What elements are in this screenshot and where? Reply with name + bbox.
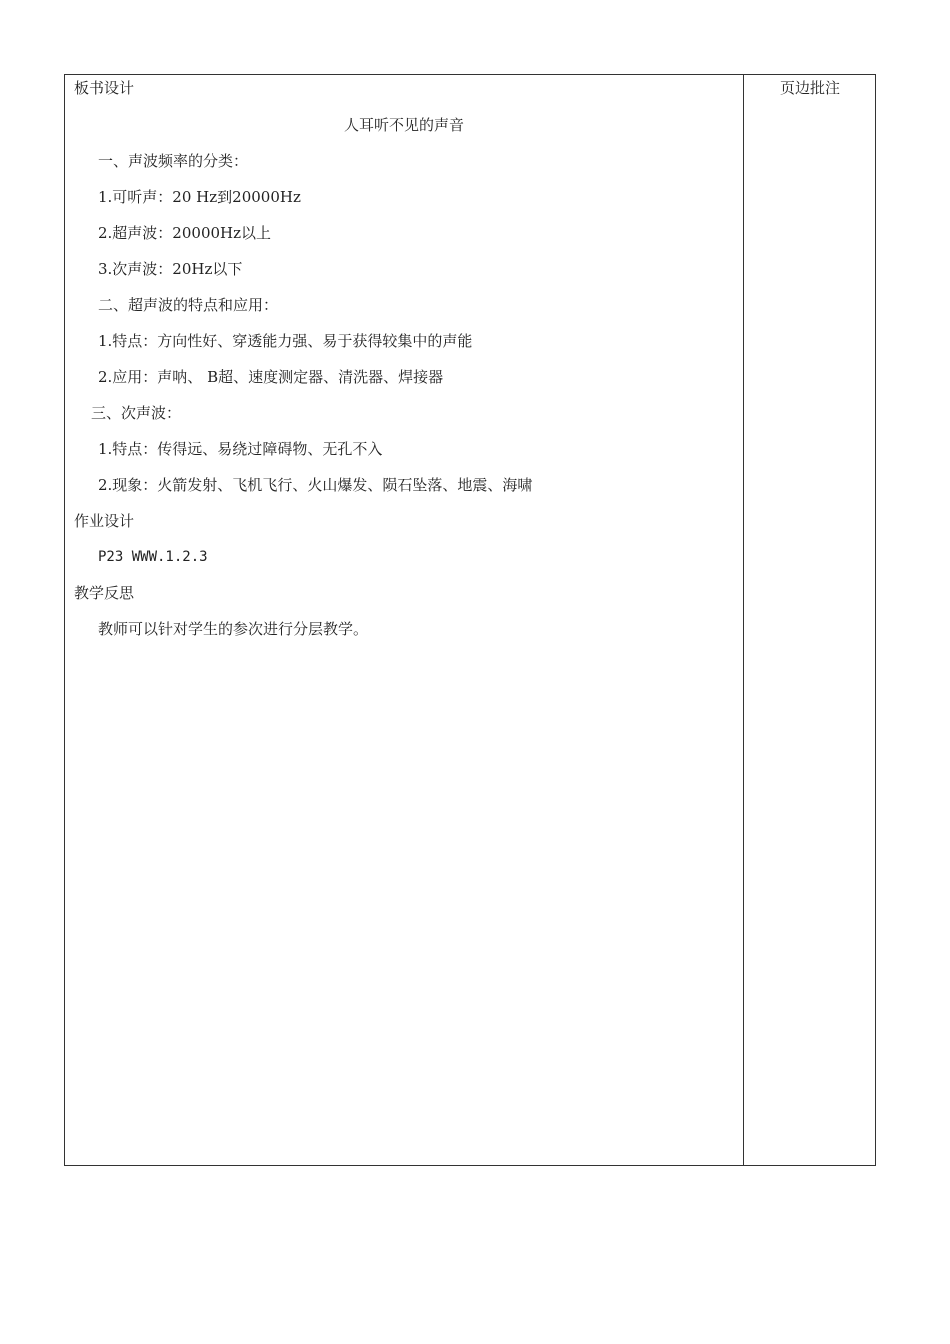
section-3-item-2: 2.现象：火箭发射、飞机飞行、火山爆发、陨石坠落、地震、海啸	[98, 476, 533, 494]
board-design-heading: 板书设计	[74, 79, 135, 97]
section-1-heading: 一、声波频率的分类：	[98, 152, 249, 170]
section-1-item-1: 1.可听声：20 Hz到20000Hz	[98, 188, 301, 206]
reflection-heading: 教学反思	[74, 584, 135, 602]
section-2-item-1: 1.特点：方向性好、穿透能力强、易于获得较集中的声能	[98, 332, 473, 350]
section-3-heading: 三、次声波：	[91, 404, 182, 422]
section-1-item-3: 3.次声波：20Hz以下	[98, 260, 243, 278]
board-title: 人耳听不见的声音	[343, 116, 464, 134]
margin-notes-heading: 页边批注	[779, 79, 840, 97]
homework-content: P23 WWW.1.2.3	[98, 549, 208, 565]
section-1-item-2: 2.超声波：20000Hz以上	[98, 224, 272, 242]
reflection-content: 教师可以针对学生的参次进行分层教学。	[98, 620, 369, 638]
section-3-item-1: 1.特点：传得远、易绕过障碍物、无孔不入	[98, 440, 383, 458]
homework-heading: 作业设计	[74, 512, 135, 530]
section-2-heading: 二、超声波的特点和应用：	[98, 296, 279, 314]
column-divider	[743, 74, 744, 1166]
section-2-item-2: 2.应用：声呐、 B超、速度测定器、清洗器、焊接器	[98, 368, 444, 386]
